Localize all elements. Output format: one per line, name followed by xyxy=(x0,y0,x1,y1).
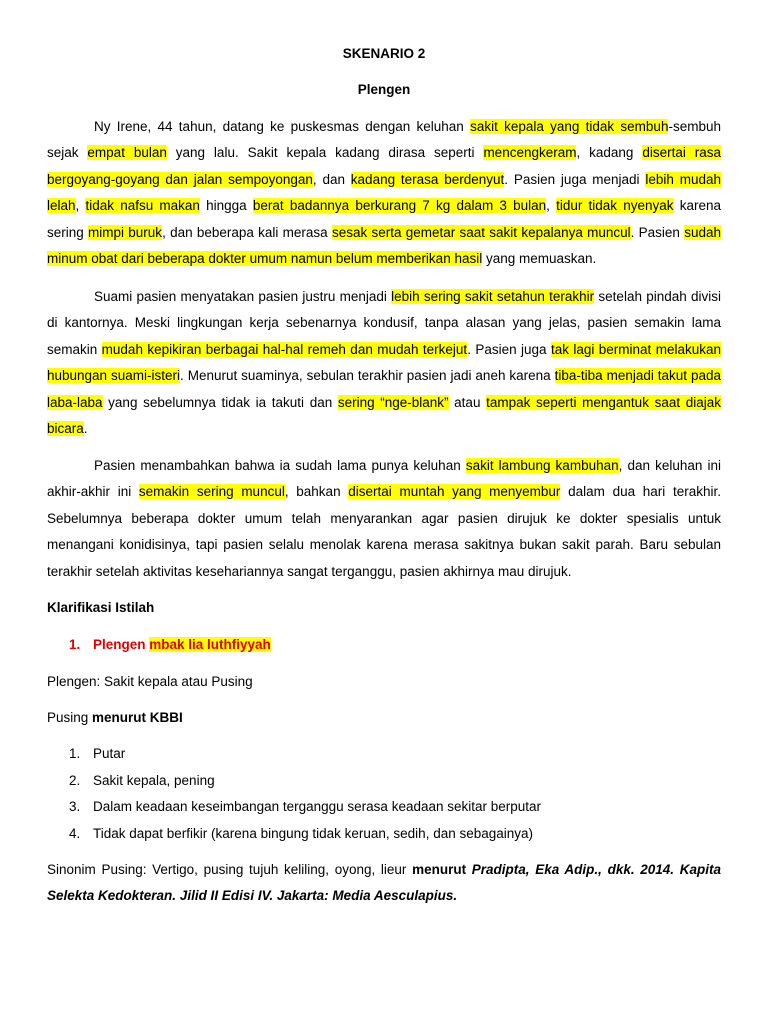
highlighted-phrase: mimpi buruk xyxy=(88,224,163,240)
highlighted-phrase: tampak seperti mengantuk saat diajak bicara xyxy=(47,394,721,437)
highlighted-phrase: sakit kepala yang tidak sembuh xyxy=(470,119,669,134)
term-item-1 xyxy=(47,637,271,652)
highlighted-phrase: semakin sering muncul xyxy=(138,484,285,500)
highlighted-phrase: empat bulan xyxy=(87,145,167,161)
highlighted-phrase: lebih mudah lelah xyxy=(47,171,721,214)
kbbi-definition-list xyxy=(47,741,541,847)
list-item-text: Putar xyxy=(93,746,126,761)
scenario-paragraph-1 xyxy=(47,114,721,272)
paragraph-text: , xyxy=(546,198,557,214)
paragraph-text: hingga xyxy=(199,198,253,214)
scenario-paragraph-2 xyxy=(47,284,721,442)
paragraph-text: , kadang xyxy=(576,145,643,161)
highlighted-phrase: disertai rasa bergoyang-goyang dan jalan sempoyongan xyxy=(47,145,721,187)
list-item xyxy=(47,741,541,768)
pusing-kbbi-bold: menurut KBBI xyxy=(92,710,183,725)
paragraph-text: Pasien menambahkan bahwa ia sudah lama punya keluhan xyxy=(94,458,466,473)
list-item-text: Tidak dapat berfikir (karena bingung tidak keruan, sedih, dan sebagainya) xyxy=(93,825,534,841)
highlighted-phrase: disertai muntah yang menyembur xyxy=(348,484,561,500)
paragraph-text: -sembuh sejak xyxy=(47,119,721,161)
highlighted-phrase: kadang terasa berdenyut xyxy=(350,171,505,187)
paragraph-text: yang memuaskan. xyxy=(482,251,597,267)
paragraph-text: . Pasien juga menjadi xyxy=(504,171,646,187)
highlighted-phrase: tak lagi berminat melakukan hubungan suami-isteri xyxy=(47,341,721,384)
document-title: SKENARIO 2 xyxy=(342,46,426,61)
list-item-number: 2. xyxy=(69,772,81,788)
pusing-kbbi-pre: Pusing xyxy=(47,710,93,725)
paragraph-text: yang sebelumnya tidak ia takuti dan xyxy=(102,394,338,410)
paragraph-text: atau xyxy=(448,394,487,410)
paragraph-text: , dan beberapa kali merasa xyxy=(162,224,332,240)
paragraph-text: , xyxy=(75,198,86,214)
plengen-definition: Plengen: Sakit kepala atau Pusing xyxy=(47,674,253,689)
highlighted-phrase: tidur tidak nyenyak xyxy=(556,198,674,214)
paragraph-text: Ny Irene, 44 tahun, datang ke puskesmas dengan keluhan xyxy=(94,119,471,134)
sinonim-paragraph xyxy=(47,857,721,910)
highlighted-phrase: sudah minum obat dari beberapa dokter umum namun belum memberikan hasil xyxy=(47,224,721,267)
highlighted-phrase: sesak serta gemetar saat sakit kepalanya muncul xyxy=(331,224,631,240)
paragraph-text: . Pasien xyxy=(630,224,685,240)
term-item-label: Plengen xyxy=(93,637,150,652)
paragraph-text: yang lalu. Sakit kepala kadang dirasa seperti xyxy=(166,145,484,161)
document-subtitle: Plengen xyxy=(357,82,411,97)
paragraph-text: karena sering xyxy=(47,198,722,240)
highlighted-phrase: mudah kepikiran berbagai hal-hal remeh dan mudah terkejut xyxy=(101,341,468,357)
paragraph-text: . Menurut suaminya, sebulan terakhir pasien jadi aneh karena xyxy=(180,368,555,384)
highlighted-phrase: lebih sering sakit setahun terakhir xyxy=(391,289,595,304)
list-item-text: Dalam keadaan keseimbangan terganggu serasa keadaan sekitar berputar xyxy=(93,799,542,815)
pusing-kbbi-heading xyxy=(47,710,183,725)
highlighted-phrase: mencengkeram xyxy=(483,145,577,161)
paragraph-text: dalam dua hari terakhir. Sebelumnya beberapa dokter umum telah menyarankan agar pasien dirujuk ke dokter spesialis untuk menangani konidisinya, tapi pasien selalu menolak karena merasa sakitnya bukan sakit parah. Baru sebulan terakhir setelah aktivitas kesehariannya sangat terganggu, pasien akhirnya mau dirujuk. xyxy=(47,484,722,579)
paragraph-text: . Pasien juga xyxy=(467,341,551,357)
term-item-author: mbak lia luthfiyyah xyxy=(149,637,271,652)
sinonim-reference: Pradipta, Eka Adip., dkk. 2014. Kapita Selekta Kedokteran. Jilid II Edisi IV. Jakarta: Media Aesculapius. xyxy=(47,862,721,904)
paragraph-text: , dan xyxy=(312,171,351,187)
scenario-paragraph-3 xyxy=(47,453,721,585)
paragraph-text: , bahkan xyxy=(284,484,349,500)
list-item xyxy=(47,794,541,821)
sinonim-menurut: menurut xyxy=(412,862,472,877)
list-item xyxy=(47,768,541,795)
highlighted-phrase: tidak nafsu makan xyxy=(85,198,200,214)
paragraph-text: setelah pindah divisi di kantornya. Meski lingkungan kerja sebenarnya kondusif, tanpa alasan yang jelas, pasien semakin lama semakin xyxy=(47,289,721,357)
list-item xyxy=(47,821,541,848)
sinonim-text: Sinonim Pusing: Vertigo, pusing tujuh keliling, oyong, lieur xyxy=(47,862,413,877)
paragraph-text: , dan keluhan ini akhir-akhir ini xyxy=(47,458,721,500)
paragraph-text: . xyxy=(83,421,88,437)
highlighted-phrase: berat badannya berkurang 7 kg dalam 3 bulan xyxy=(252,198,547,214)
list-item-number: 1. xyxy=(69,746,81,761)
highlighted-phrase: sakit lambung kambuhan xyxy=(465,458,619,473)
highlighted-phrase: sering “nge-blank” xyxy=(337,394,449,410)
list-item-number: 3. xyxy=(69,799,81,815)
klarifikasi-heading: Klarifikasi Istilah xyxy=(47,600,155,615)
list-item-number: 4. xyxy=(69,825,81,841)
paragraph-text: Suami pasien menyatakan pasien justru menjadi xyxy=(94,289,392,304)
highlighted-phrase: tiba-tiba menjadi takut pada laba-laba xyxy=(47,368,722,410)
term-item-number: 1. xyxy=(69,637,81,652)
list-item-text: Sakit kepala, pening xyxy=(93,772,215,788)
